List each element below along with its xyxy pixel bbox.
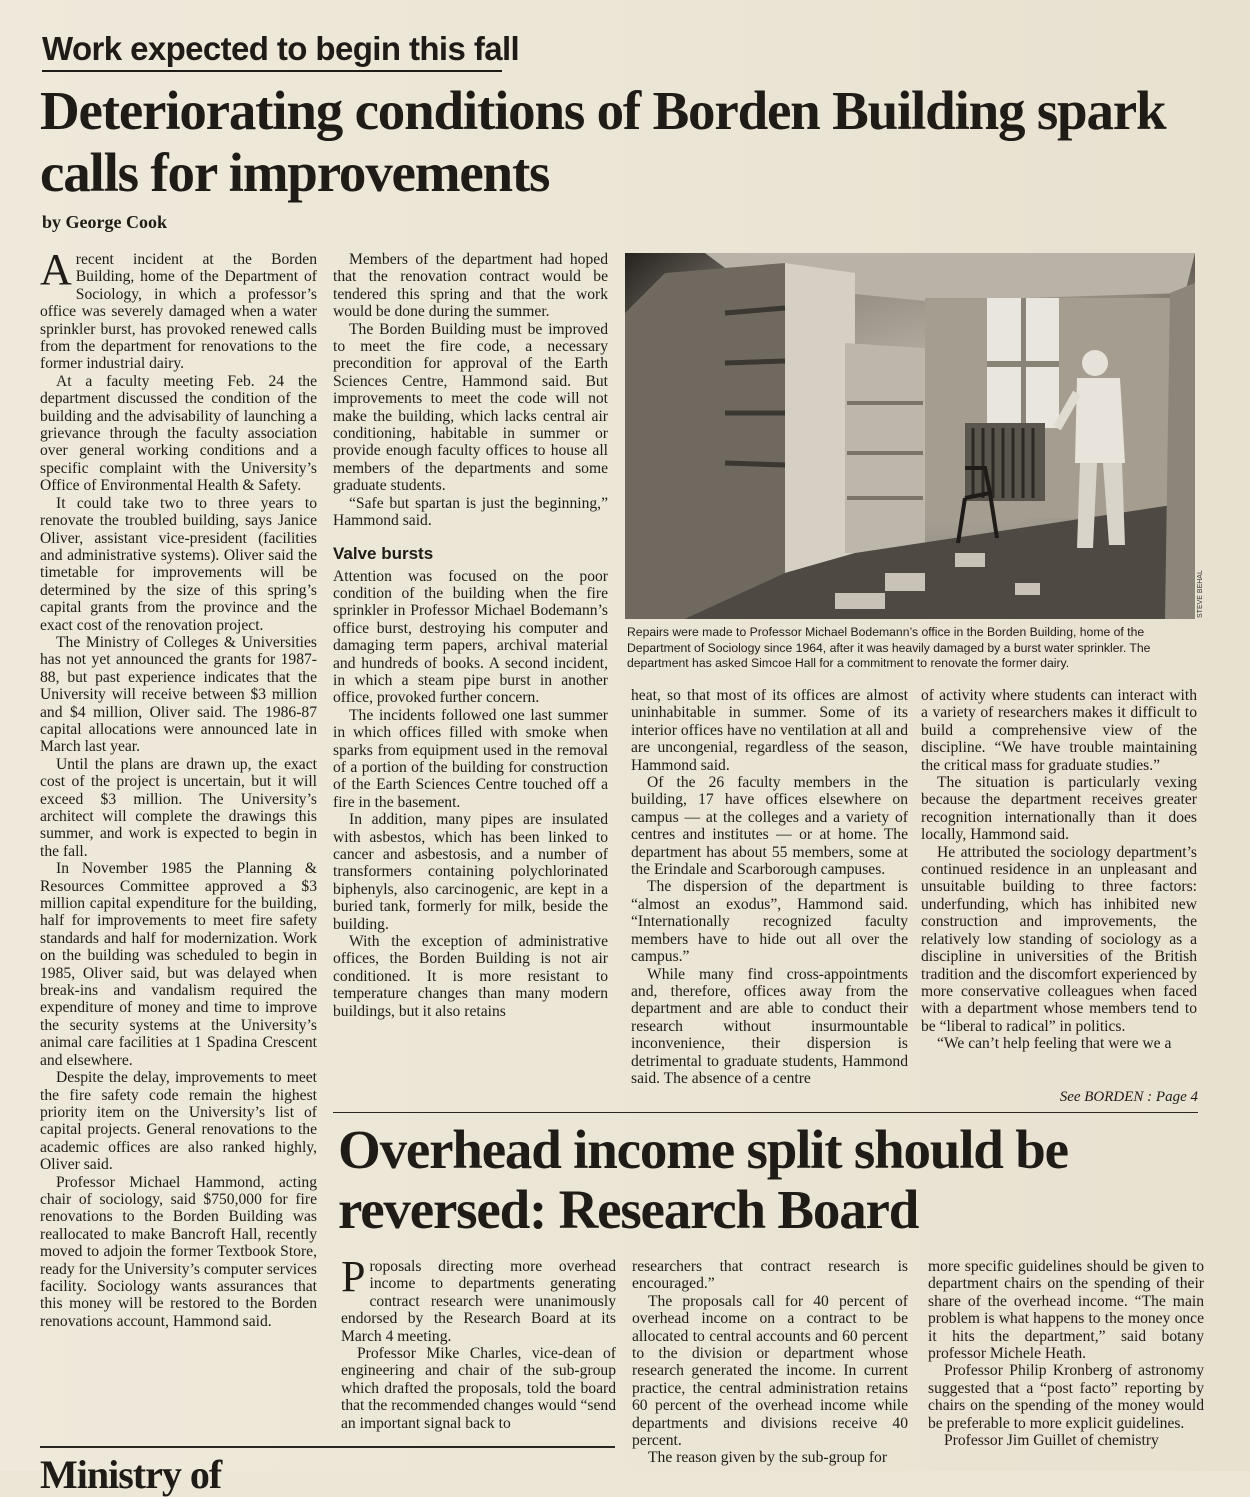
paragraph: He attributed the sociology department’s continued residence in an unpleasant and unsuitable building to three factors: underfunding, which has inhibited new construction and improvements, the relatively low standing of sociology as a discipline in universities of the British tradition and the discomfort experienced by more conservative colleagues when faced with a department whose members tend to be “liberal to radical” in politics.	[921, 843, 1197, 1035]
paragraph: In November 1985 the Planning & Resources Committee approved a $3 million capital expenditure for the building, half for improvements to meet fire safety standards and half for modernization. Work on the building was scheduled to begin in 1985, Oliver said, but was delayed when break-ins and vandalism required the expenditure of money and time to improve the security systems at the University’s animal care facilities at 1 Spadina Crescent and elsewhere.	[40, 860, 317, 1069]
paragraph: Despite the delay, improvements to meet the fire safety code remain the highest priority item on the University’s list of capital projects. General renovations to the academic offices are also ranked highly, Oliver said.	[40, 1069, 317, 1174]
article-column-3	[631, 687, 908, 1107]
paragraph: of activity where students can interact with a variety of researchers makes it difficult to build a comprehensive view of the discipline. “We have trouble maintaining the critical mass for graduate studies.”	[921, 687, 1197, 774]
office-damage-photo	[625, 253, 1195, 619]
article-headline: Deteriorating conditions of Borden Building spark calls for improvements	[40, 80, 1166, 203]
paragraph: The situation is particularly vexing because the department receives greater recognition internationally than it does locally, Hammond said.	[921, 774, 1197, 844]
paragraph: The reason given by the sub-group for	[648, 1449, 888, 1467]
paragraph: Professor Michael Hammond, acting chair of sociology, said $750,000 for fire renovations to the Borden Building was reallocated to make Bancroft Hall, recently moved to adjoin the former Textbook Store, ready for the University’s computer services facility. Sociology wants assurances that this money will be restored to the Borden renovations account, Hammond said.	[40, 1173, 317, 1330]
byline: by George Cook	[42, 212, 167, 232]
paragraph: The dispersion of the department is “almost an exodus”, Hammond said. “Internationally recognized faculty members have to hide out all over the campus.”	[631, 878, 908, 966]
article2-headline: Overhead income split should be reversed: Research Board	[338, 1119, 1068, 1240]
paragraph: At a faculty meeting Feb. 24 the department discussed the condition of the building and the advisability of launching a grievance through the faculty association over general working conditions and a specific complaint with the University’s Office of Environmental Health & Safety.	[40, 372, 317, 495]
paragraph: Members of the department had hoped that the renovation contract would be tendered this spring and that the work would be done during the summer.	[333, 251, 608, 321]
article2-column-1	[341, 1252, 616, 1440]
paragraph: The Borden Building must be improved to meet the fire code, a necessary precondition for approval of the Earth Sciences Centre, Hammond said. But improvements to meet the code will not make the building, which lacks central air conditioning, habitable in summer or provide enough faculty offices to house all members of the departments and some graduate students.	[333, 320, 608, 495]
continued-on-page-jump: See BORDEN : Page 4	[1059, 1089, 1198, 1105]
section-divider	[333, 1112, 1198, 1113]
drop-cap: P	[341, 1252, 366, 1301]
article2-column-3	[928, 1258, 1204, 1471]
paragraph: The incidents followed one last summer in which offices filled with smoke when sparks from equipment used in the removal of a portion of the building for construction of the Earth Sciences Centre touched off a fire in the basement.	[333, 706, 608, 811]
paragraph: Attention was focused on the poor condition of the building when the fire sprinkler in Professor Michael Bodemann’s office burst, destroying his computer and damaging term papers, archival material and hundreds of books. A second incident, in which a steam pipe burst in another office, provoked further concern.	[333, 567, 608, 707]
paragraph: Professor Philip Kronberg of astronomy suggested that a “post facto” reporting by chairs on the spending of the money would be preferable to more explicit guidelines.	[928, 1362, 1204, 1432]
next-article-headline-cutoff	[40, 1452, 340, 1497]
paragraph: “Safe but spartan is just the beginning,” Hammond said.	[333, 494, 608, 530]
article2-column-2	[632, 1258, 908, 1471]
paragraph: With the exception of administrative offices, the Borden Building is not air conditioned. It is more resistant to temperature changes than many modern buildings, but it also retains	[333, 933, 608, 1020]
photo-credit: STEVE BEHAL	[1197, 570, 1204, 618]
paragraph: The proposals call for 40 percent of overhead income on a contract to be allocated to central accounts and 60 percent to the division or department whose research generated the income. In current practice, the central administration retains 60 percent of the overhead income while departments and divisions receive 40 percent.	[632, 1292, 908, 1450]
article-column-1	[40, 245, 317, 1439]
paragraph: Of the 26 faculty members in the building, 17 have offices elsewhere on campus — at the colleges and a variety of centres and institutes — or at home. The department has about 55 members, some at the Erindale and Scarborough campuses.	[631, 774, 908, 879]
paragraph: more specific guidelines should be given to department chairs on the spending of their share of the overhead income. “The main problem is what happens to the money once it hits the department,” said botany professor Michele Heath.	[928, 1258, 1204, 1363]
paragraph: researchers that contract research is encouraged.”	[632, 1258, 908, 1293]
paragraph: While many find cross-appointments and, therefore, offices away from the department and are able to conduct their research without insurmountable inconvenience, their dispersion is detrimental to graduate students, Hammond said. The absence of a centre	[631, 965, 908, 1087]
article-column-2	[333, 251, 608, 1106]
paragraph: It could take two to three years to renovate the troubled building, says Janice Oliver, assistant vice-president (facilities and administrative systems). Oliver said the timetable for improvements will be determined by the size of this spring’s capital grants from the province and the exact cost of the renovation project.	[40, 494, 317, 634]
paragraph: Proposals directing more overhead income to departments generating contract research were unanimously endorsed by the Research Board at its March 4 meeting.	[341, 1252, 616, 1345]
paragraph: Arecent incident at the Borden Building, home of the Department of Sociology, in which a professor’s office was severely damaged when a water sprinkler burst, has provoked renewed calls from the department for renovations to the former industrial dairy.	[40, 245, 317, 373]
article-kicker: Work expected to begin this fall	[42, 28, 502, 72]
photo-caption: Repairs were made to Professor Michael Bodemann’s office in the Borden Building, home of the Department of Sociology since 1964, after it was heavily damaged by a burst water sprinkler. The department has asked Simcoe Hall for a commitment to renovate the former dairy.	[627, 625, 1151, 671]
drop-cap: A	[40, 245, 72, 294]
paragraph: heat, so that most of its offices are almost uninhabitable in summer. Some of its interior offices have no ventilation at all and are uncongenial, regardless of the season, Hammond said.	[631, 687, 908, 774]
paragraph: The Ministry of Colleges & Universities has not yet announced the grants for 1987-88, but past experience indicates that the University will receive between $3 million and $4 million, Oliver said. The 1986-87 capital allocations were announced late in March last year.	[40, 633, 317, 756]
section-divider	[40, 1446, 615, 1448]
paragraph: Professor Jim Guillet of chemistry	[944, 1432, 1159, 1450]
cutoff-headline-text: Ministry of	[40, 1452, 222, 1497]
section-subhead: Valve bursts	[333, 543, 434, 563]
paragraph: In addition, many pipes are insulated with asbestos, which has been linked to cancer and asbestosis, and a number of transformers containing polychlorinated biphenyls, also carcinogenic, are kept in a buried tank, formerly for milk, beside the building.	[333, 811, 608, 933]
article-column-4	[921, 687, 1197, 1087]
paragraph: “We can’t help feeling that were we a	[937, 1035, 1172, 1053]
paragraph: Until the plans are drawn up, the exact cost of the project is uncertain, but it will exceed $3 million. The University’s architect will complete the drawings this summer, and work is expected to begin in the fall.	[40, 755, 317, 860]
photo-illustration	[625, 253, 1195, 619]
paragraph: Professor Mike Charles, vice-dean of engineering and chair of the sub-group which drafted the proposals, told the board that the recommended changes would “send an important signal back to	[341, 1345, 616, 1432]
